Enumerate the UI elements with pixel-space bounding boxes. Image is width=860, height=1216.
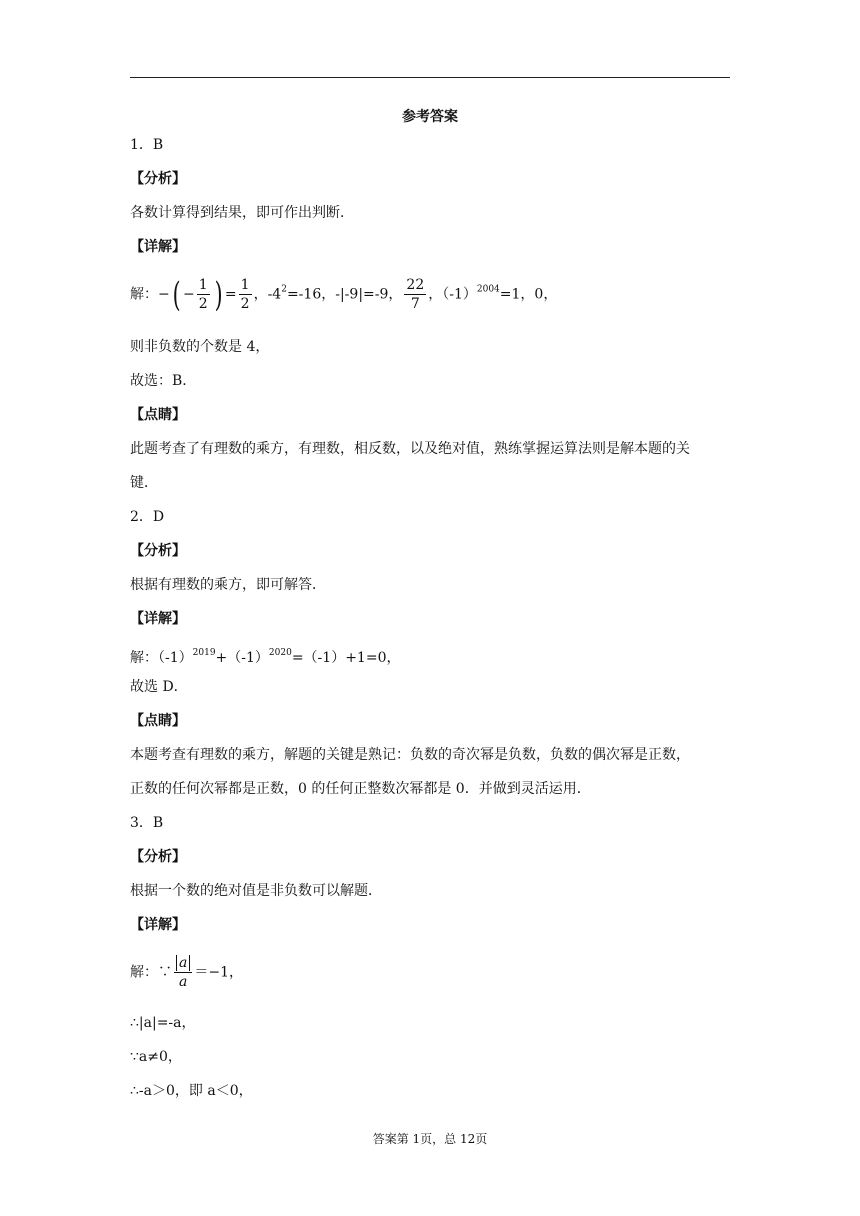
q1-item4-exponent: 2004 bbox=[476, 284, 500, 295]
q1-item2-rest: =-16，-|-9|=-9， bbox=[286, 286, 403, 303]
q3-analysis-text: 根据一个数的绝对值是非负数可以解题． bbox=[130, 883, 382, 899]
q1-item2-text: ，-4 bbox=[253, 286, 282, 303]
fraction-22-7 bbox=[404, 276, 426, 313]
q2-comment-tag: 【点睛】 bbox=[130, 713, 186, 729]
q1-analysis-text: 各数计算得到结果，即可作出判断． bbox=[130, 205, 354, 221]
q1-detail-tag: 【详解】 bbox=[130, 239, 186, 255]
header-rule bbox=[130, 77, 730, 78]
q3-analysis-tag: 【分析】 bbox=[130, 849, 186, 865]
q2-analysis-tag: 【分析】 bbox=[130, 543, 186, 559]
q3-step3: ∴-a＞0，即 a＜0， bbox=[130, 1083, 253, 1099]
q2-exponent-1: 2019 bbox=[192, 648, 216, 658]
q2-solve-a: 解：（-1） bbox=[130, 650, 193, 666]
page-title: 参考答案 bbox=[402, 109, 458, 125]
q2-solve-c: =（-1）+1=0， bbox=[291, 650, 401, 666]
q3-solution-line bbox=[130, 954, 243, 991]
page-footer: 答案第 1页，总 12页 bbox=[372, 1132, 488, 1146]
frac-num: 22 bbox=[406, 277, 425, 293]
frac-den: a bbox=[179, 974, 188, 990]
left-paren: ( bbox=[172, 274, 181, 315]
q1-solve-prefix: 解： bbox=[130, 286, 158, 303]
q1-answer: 1．B bbox=[130, 137, 164, 153]
q1-analysis-tag: 【分析】 bbox=[130, 171, 186, 187]
q1-comment-tag: 【点睛】 bbox=[130, 407, 186, 423]
q3-detail-tag: 【详解】 bbox=[130, 917, 186, 933]
q1-minus-outer: − bbox=[158, 286, 170, 303]
fraction-abs-a-over-a bbox=[174, 954, 192, 991]
q3-step2: ∵a≠0， bbox=[130, 1049, 182, 1065]
frac-num bbox=[174, 954, 192, 973]
frac-den: 7 bbox=[410, 296, 420, 312]
q2-solution-line bbox=[130, 642, 400, 669]
frac-den: 2 bbox=[198, 296, 208, 312]
q1-solution-line bbox=[130, 276, 557, 313]
frac-num: 1 bbox=[198, 277, 208, 293]
frac-den: 2 bbox=[240, 296, 250, 312]
q1-comment-line1: 此题考查了有理数的乘方，有理数，相反数，以及绝对值，熟练掌握运算法则是解本题的关 bbox=[130, 441, 690, 457]
q1-item4-rest: =1，0， bbox=[499, 286, 558, 303]
q3-solve-prefix: 解：∵ bbox=[130, 964, 172, 981]
q2-answer: 2．D bbox=[130, 509, 165, 525]
fraction-half-1 bbox=[197, 276, 210, 313]
q2-comment-line2: 正数的任何次幂都是正数，0 的任何正整数次幂都是 0．并做到灵活运用． bbox=[130, 781, 591, 797]
q2-detail-tag: 【详解】 bbox=[130, 611, 186, 627]
q2-solve-b: +（-1） bbox=[215, 650, 269, 666]
q3-step1: ∴|a|=-a， bbox=[130, 1015, 196, 1031]
q1-choice-line: 故选：B． bbox=[130, 373, 197, 389]
q3-answer: 3．B bbox=[130, 815, 164, 831]
q2-analysis-text: 根据有理数的乘方，即可解答． bbox=[130, 577, 326, 593]
q3-solve-suffix: ＝−1， bbox=[194, 964, 243, 981]
q1-minus-inner: − bbox=[183, 286, 195, 303]
right-paren: ) bbox=[214, 274, 223, 315]
q2-comment-line1: 本题考查有理数的乘方，解题的关键是熟记：负数的奇次幂是负数，负数的偶次幂是正数， bbox=[130, 747, 690, 763]
q2-choice-line: 故选 D． bbox=[130, 679, 188, 695]
q1-comment-line2: 键． bbox=[130, 475, 158, 491]
q2-exponent-2: 2020 bbox=[268, 648, 292, 658]
q1-equals: = bbox=[224, 286, 237, 303]
q1-item4-text: ，（-1） bbox=[428, 286, 477, 303]
q1-item2-exponent: 2 bbox=[281, 284, 287, 295]
frac-num: 1 bbox=[240, 277, 250, 293]
fraction-half-2 bbox=[239, 276, 252, 313]
q1-count-line: 则非负数的个数是 4， bbox=[130, 339, 270, 355]
abs-a: a bbox=[176, 955, 190, 971]
